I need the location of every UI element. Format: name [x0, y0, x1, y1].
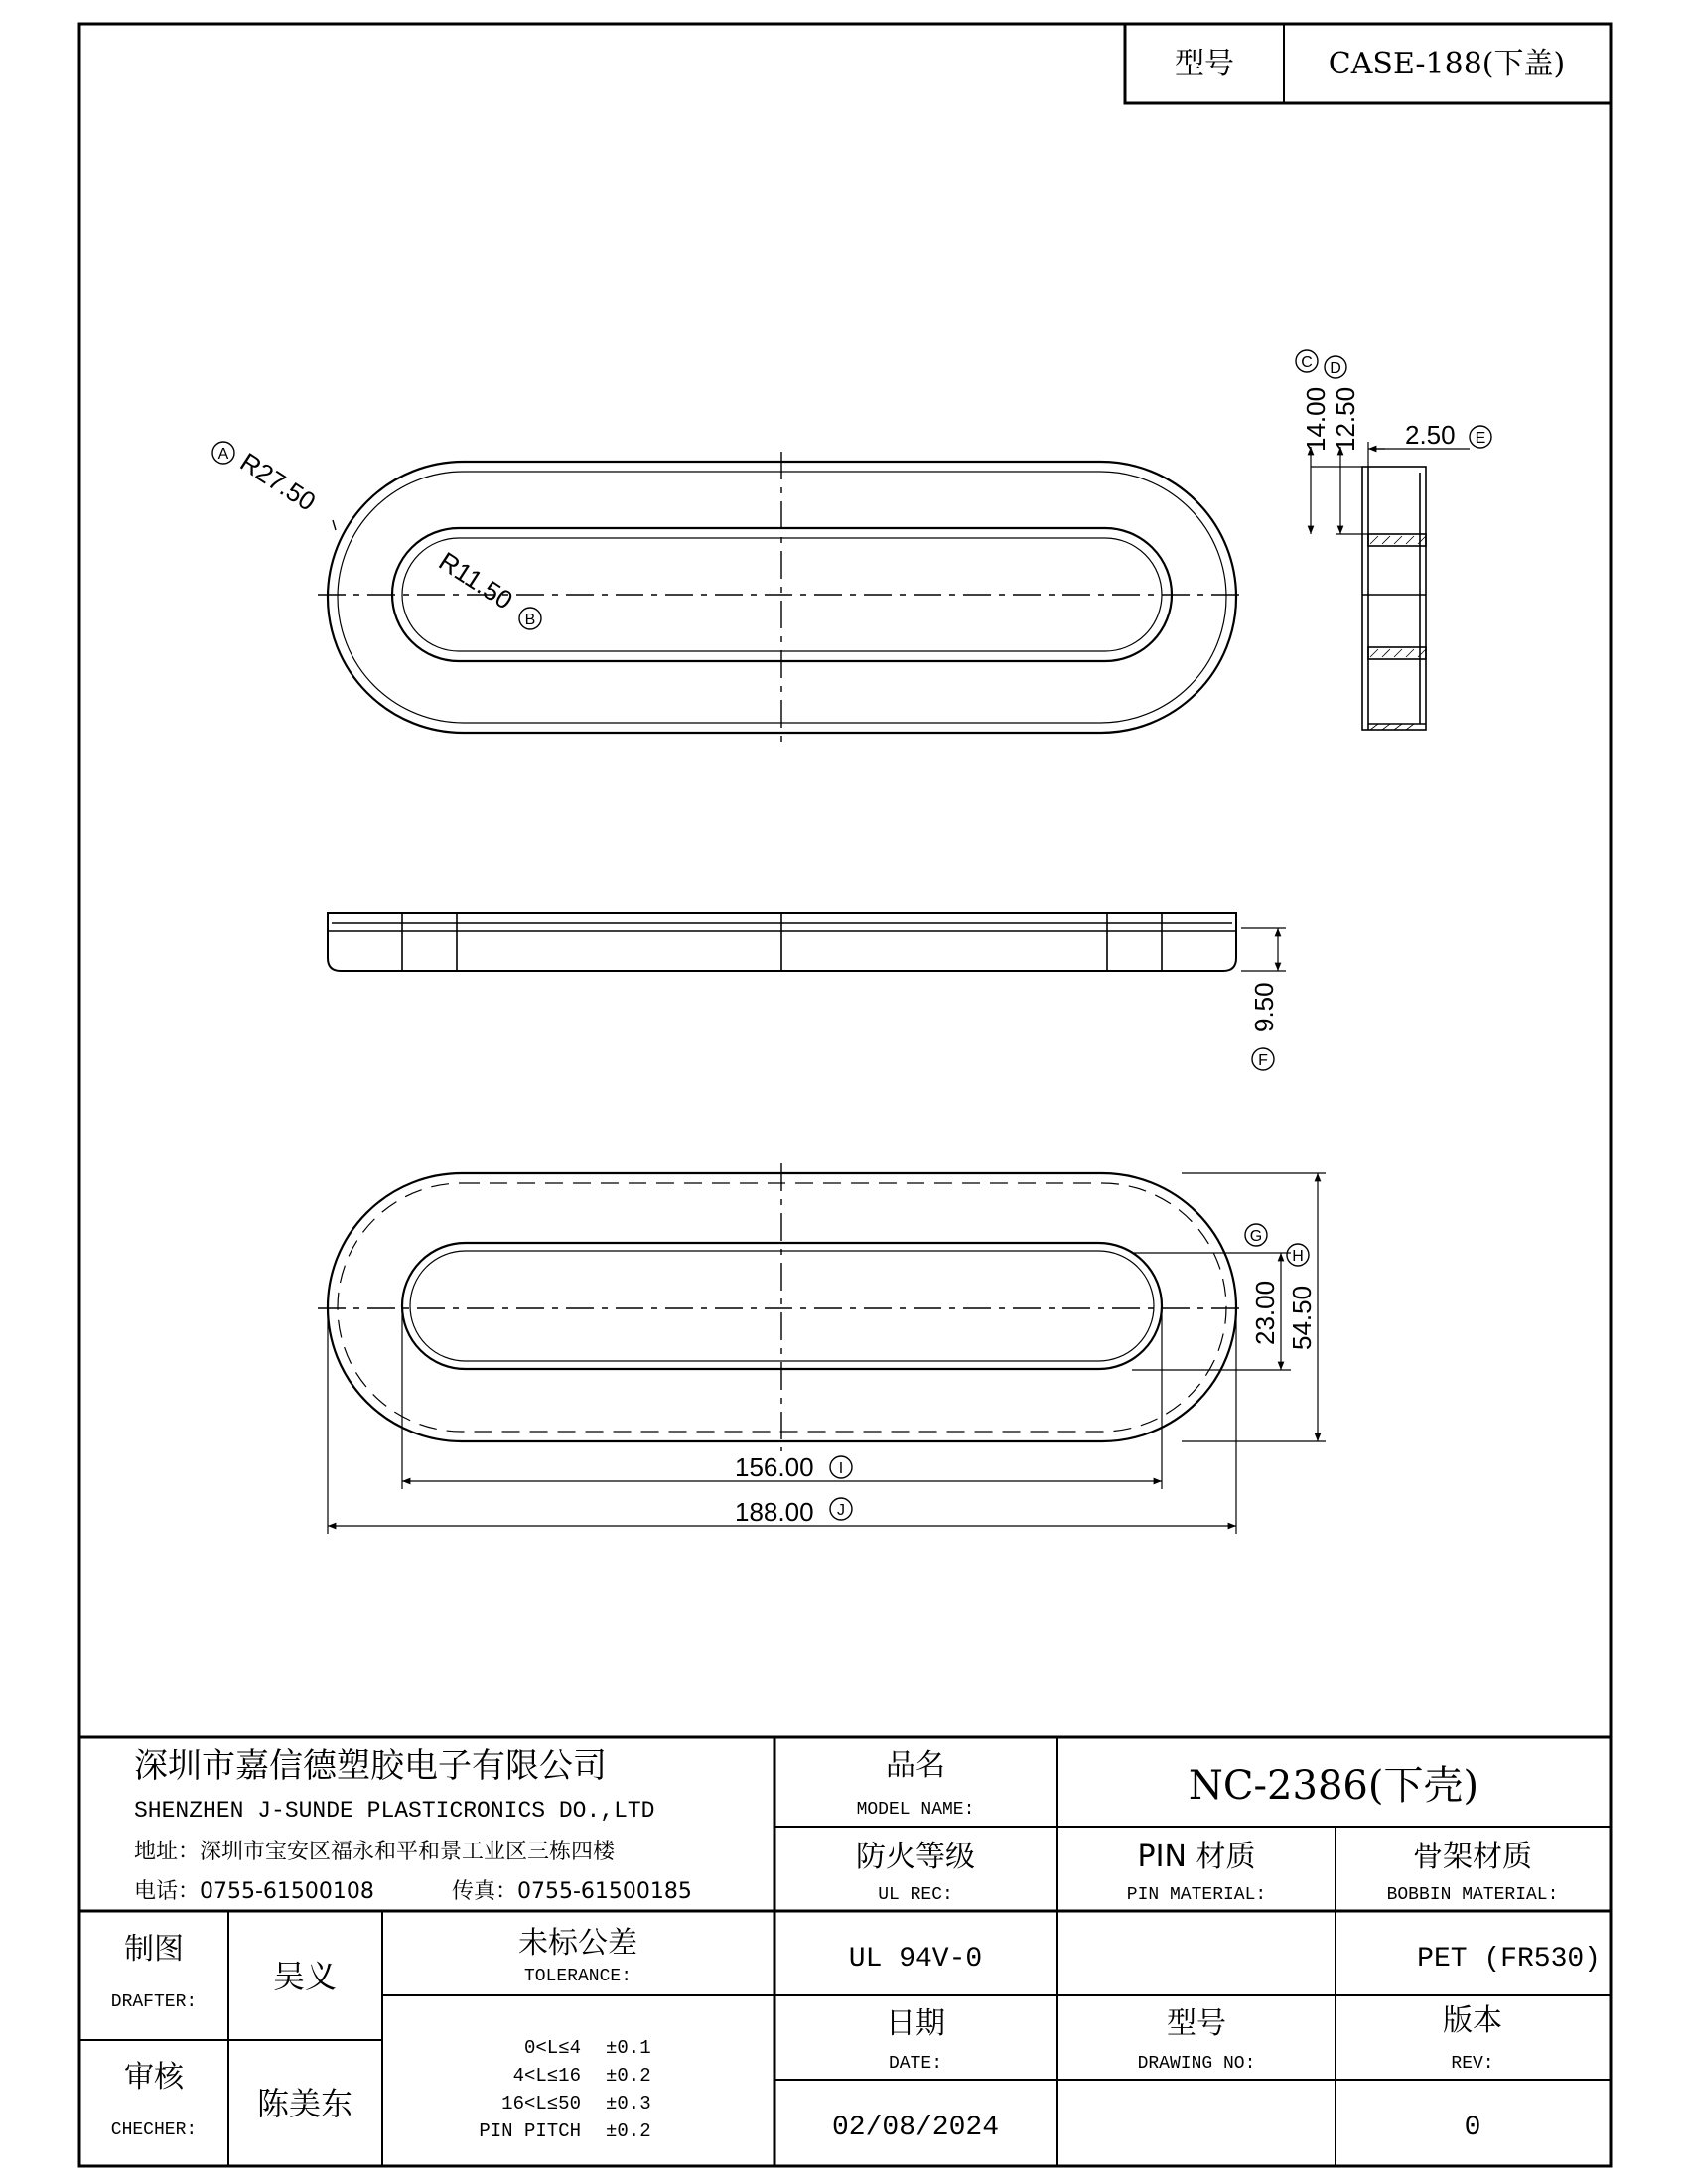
dim-F	[1241, 928, 1286, 971]
bobbin-material-label-cn: 骨架材质	[1413, 1840, 1532, 1874]
tolerance-value: ±0.2	[606, 2120, 651, 2142]
model-name-value: NC-2386(下壳)	[1188, 1763, 1479, 1809]
dim-C-D	[1311, 447, 1368, 534]
top-view	[318, 452, 1246, 743]
tolerance-value: ±0.1	[606, 2037, 651, 2059]
dim-G-text: 23.00	[1250, 1280, 1280, 1345]
ul-rec-value: UL 94V-0	[848, 1944, 983, 1975]
marker-F-label: F	[1258, 1052, 1268, 1069]
dim-H-text: 54.50	[1287, 1285, 1317, 1350]
marker-C-label: C	[1301, 354, 1313, 371]
side-view	[1362, 467, 1426, 730]
top-type-label: 型号	[1175, 47, 1234, 81]
model-name-label-en: MODEL NAME:	[856, 1800, 975, 1820]
ul-rec-label-en: UL REC:	[878, 1885, 953, 1905]
tolerance-label-cn: 未标公差	[518, 1926, 637, 1961]
marker-I-label: I	[838, 1460, 844, 1477]
tolerance-value: ±0.3	[606, 2093, 651, 2115]
dim-C-text: 14.00	[1301, 386, 1331, 452]
dim-A-text: R27.50	[234, 446, 322, 517]
company-phone: 电话：0755-61500108	[134, 1879, 374, 1904]
company-name-cn: 深圳市嘉信德塑胶电子有限公司	[134, 1746, 607, 1786]
pin-material-label-en: PIN MATERIAL:	[1126, 1885, 1267, 1905]
rev-label-en: REV:	[1451, 2054, 1494, 2074]
tolerance-label-en: TOLERANCE:	[523, 1967, 633, 1986]
drawing-no-label-en: DRAWING NO:	[1137, 2054, 1256, 2074]
tolerance-range: PIN PITCH	[479, 2120, 581, 2142]
top-type-value: CASE-188(下盖)	[1328, 47, 1566, 81]
date-label-cn: 日期	[886, 2006, 945, 2041]
drafter-value: 吴义	[272, 1958, 338, 1995]
pin-material-label-cn: PIN 材质	[1137, 1840, 1256, 1874]
drafter-label-cn: 制图	[124, 1932, 184, 1967]
tolerance-range: 4<L≤16	[512, 2065, 581, 2087]
company-name-en: SHENZHEN J-SUNDE PLASTICRONICS DO.,LTD	[134, 1798, 655, 1824]
marker-G-label: G	[1249, 1228, 1263, 1245]
rev-value: 0	[1464, 2113, 1481, 2143]
dim-F-text: 9.50	[1249, 982, 1279, 1032]
dim-J-text: 188.00	[735, 1497, 814, 1527]
date-value: 02/08/2024	[831, 2113, 1000, 2143]
bottom-view	[318, 1163, 1246, 1451]
marker-E-label: E	[1475, 430, 1486, 447]
date-label-en: DATE:	[888, 2054, 943, 2074]
drawing-no-label-cn: 型号	[1167, 2006, 1226, 2041]
dim-B-text: R11.50	[433, 545, 518, 615]
checker-value: 陈美东	[256, 2085, 353, 2122]
marker-D-label: D	[1330, 360, 1341, 377]
tolerance-table	[479, 2037, 650, 2142]
tolerance-value: ±0.2	[606, 2065, 651, 2087]
dim-A	[212, 442, 336, 530]
rev-label-cn: 版本	[1443, 2003, 1502, 2038]
marker-H-label: H	[1292, 1248, 1304, 1265]
top-type-block	[1125, 24, 1611, 103]
dim-E-text: 2.50	[1405, 420, 1456, 450]
side-view-outline	[1362, 467, 1426, 730]
dim-D-text: 12.50	[1331, 386, 1360, 452]
dim-B	[434, 546, 541, 629]
model-name-label-cn: 品名	[886, 1748, 945, 1783]
bobbin-material-label-en: BOBBIN MATERIAL:	[1386, 1885, 1559, 1905]
ul-rec-label-cn: 防火等级	[856, 1840, 975, 1874]
marker-B-label: B	[524, 612, 536, 628]
company-fax: 传真：0755-61500185	[452, 1879, 692, 1904]
marker-A-label: A	[217, 446, 229, 463]
company-address: 地址：深圳市宝安区福永和平和景工业区三栋四楼	[134, 1840, 616, 1864]
marker-J-label: J	[837, 1502, 845, 1519]
drafter-label-en: DRAFTER:	[110, 1992, 198, 2012]
front-view	[328, 913, 1236, 971]
tolerance-range: 0<L≤4	[523, 2037, 581, 2059]
checker-label-en: CHECHER:	[110, 2120, 198, 2140]
bobbin-material-value: PET (FR530)	[1417, 1944, 1601, 1975]
dim-I-text: 156.00	[735, 1452, 814, 1482]
checker-label-cn: 审核	[124, 2060, 184, 2095]
tolerance-range: 16<L≤50	[501, 2093, 581, 2115]
